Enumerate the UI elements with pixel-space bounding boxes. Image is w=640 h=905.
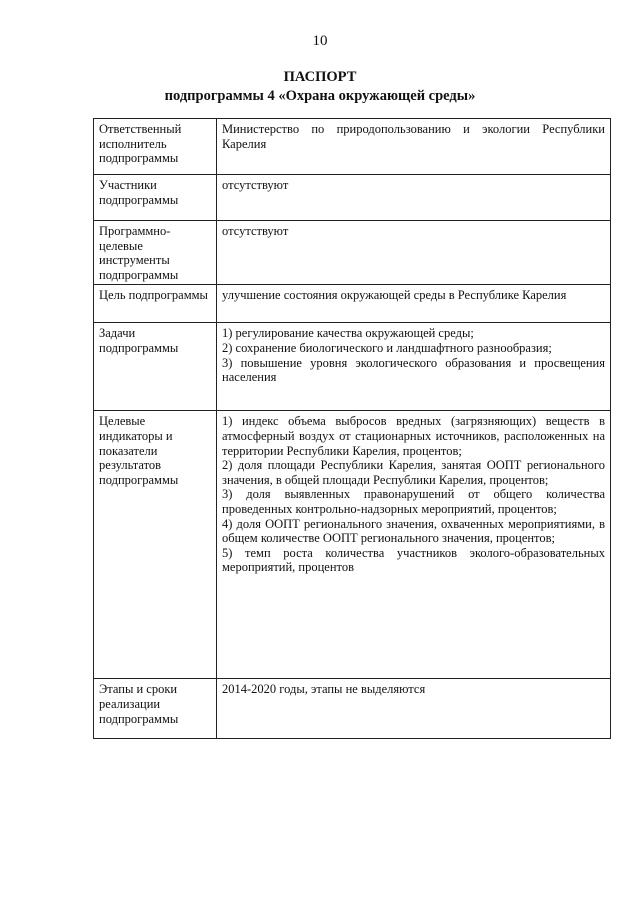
row-content bbox=[217, 221, 611, 285]
document-title: ПАСПОРТ bbox=[283, 69, 357, 85]
table-row-indicators bbox=[94, 411, 611, 679]
content-line: 3) повышение уровня экологического образования и просвещения населения bbox=[222, 355, 605, 385]
content-line: 2) сохранение биологического и ландшафтного разнообразия; bbox=[222, 340, 552, 355]
page-number: 10 bbox=[312, 33, 328, 49]
document-subtitle: подпрограммы 4 «Охрана окружающей среды» bbox=[164, 88, 476, 104]
row-label: Программно-целевые инструменты подпрограммы bbox=[94, 221, 217, 285]
content-line: отсутствуют bbox=[222, 224, 289, 238]
row-label: Участники подпрограммы bbox=[94, 175, 217, 221]
row-content bbox=[217, 119, 611, 175]
table-row-responsible bbox=[94, 119, 611, 175]
content-line: 1) индекс объема выбросов вредных (загрязняющих) веществ в атмосферный воздух от стационарных источников, расположенных на территории Республики Карелия, процентов; bbox=[222, 414, 605, 458]
content-line: улучшение состояния окружающей среды в Республике Карелия bbox=[222, 288, 567, 303]
table-row-tasks bbox=[94, 323, 611, 411]
row-content bbox=[217, 679, 611, 739]
content-line: 5) темп роста количества участников эколого-образовательных мероприятий, процентов bbox=[222, 545, 605, 575]
row-content bbox=[217, 175, 611, 221]
table-row-timeline bbox=[94, 679, 611, 739]
row-content bbox=[217, 285, 611, 323]
content-line: 4) доля ООПТ регионального значения, охваченных мероприятиями, в общем количестве ООПТ регионального значения, процентов; bbox=[222, 516, 605, 546]
document-title-block bbox=[0, 68, 640, 106]
table-row-participants bbox=[94, 175, 611, 221]
row-label: Этапы и сроки реализации подпрограммы bbox=[94, 679, 217, 739]
table-row-instruments bbox=[94, 221, 611, 285]
content-line: Министерство по природопользованию и экологии Республики Карелия bbox=[222, 122, 605, 151]
content-line: 3) доля выявленных правонарушений от общего количества проведенных контрольно-надзорных мероприятий, процентов; bbox=[222, 487, 605, 516]
content-line: 2) доля площади Республики Карелия, занятая ООПТ регионального значения, в общей площади Республики Карелия, процентов; bbox=[222, 458, 605, 487]
row-label: Ответственный исполнитель подпрограммы bbox=[94, 119, 217, 175]
row-label: Цель подпрограммы bbox=[94, 285, 217, 323]
content-line: 2014-2020 годы, этапы не выделяются bbox=[222, 682, 426, 697]
passport-table bbox=[93, 118, 611, 739]
table-row-goal bbox=[94, 285, 611, 323]
row-label: Целевые индикаторы и показатели результатов подпрограммы bbox=[94, 411, 217, 679]
row-label: Задачи подпрограммы bbox=[94, 323, 217, 411]
content-line: 1) регулирование качества окружающей среды; bbox=[222, 326, 474, 341]
row-content bbox=[217, 323, 611, 411]
content-line: отсутствуют bbox=[222, 178, 289, 192]
row-content bbox=[217, 411, 611, 679]
